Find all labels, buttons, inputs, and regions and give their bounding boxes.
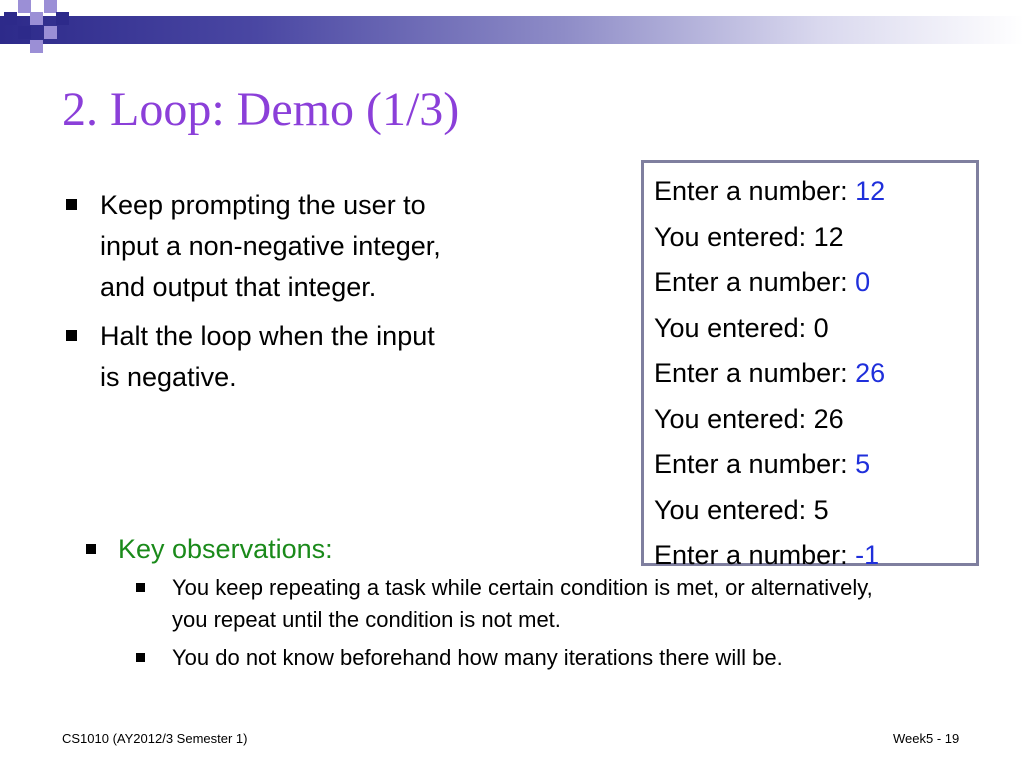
console-output: You entered: 0 xyxy=(654,312,829,343)
console-prompt: Enter a number: xyxy=(654,449,856,479)
observations-heading-text: Key observations: xyxy=(118,534,333,564)
observation-item xyxy=(80,572,900,636)
bullet-item xyxy=(62,316,442,398)
observation-text: You do not know beforehand how many iterations there will be. xyxy=(172,645,783,670)
console-output: You entered: 5 xyxy=(654,494,829,525)
main-bullets xyxy=(62,185,442,406)
console-line xyxy=(654,351,976,397)
bullet-text: Keep prompting the user to input a non-negative integer, and output that integer. xyxy=(100,190,441,302)
console-prompt: Enter a number: xyxy=(654,267,856,297)
console-output-box xyxy=(641,160,979,570)
observations-section xyxy=(80,532,900,674)
observation-item xyxy=(80,642,900,674)
console-line xyxy=(654,169,976,215)
console-line xyxy=(654,306,976,352)
console-input: 26 xyxy=(855,358,886,388)
console-line xyxy=(654,488,976,534)
header-gradient-bar xyxy=(0,16,1024,44)
bullet-item xyxy=(62,185,442,308)
footer-course: CS1010 (AY2012/3 Semester 1) xyxy=(62,731,248,746)
console-line xyxy=(654,260,976,306)
observations-heading xyxy=(80,532,900,566)
console-line xyxy=(654,397,976,443)
console-input: 0 xyxy=(855,267,871,297)
console-prompt: Enter a number: xyxy=(654,176,856,206)
observation-text: You keep repeating a task while certain condition is met, or alternatively, you repeat until the condition is not met. xyxy=(172,575,873,632)
slide-title: 2. Loop: Demo (1/3) xyxy=(62,83,460,136)
bullet-text: Halt the loop when the input is negative. xyxy=(100,321,435,392)
console-output: You entered: 26 xyxy=(654,403,844,434)
console-line xyxy=(654,215,976,261)
console-input: 5 xyxy=(855,449,871,479)
console-prompt: Enter a number: xyxy=(654,358,856,388)
checker-logo xyxy=(0,0,80,60)
console-prompt: Enter a number: xyxy=(654,540,856,570)
console-input: 12 xyxy=(855,176,886,206)
square-bullet-icon xyxy=(66,330,77,341)
square-bullet-icon xyxy=(136,653,145,662)
console-input: -1 xyxy=(855,540,880,570)
square-bullet-icon xyxy=(66,199,77,210)
square-bullet-icon xyxy=(86,544,96,554)
footer-page-number: Week5 - 19 xyxy=(893,731,960,746)
console-output: You entered: 12 xyxy=(654,221,844,252)
square-bullet-icon xyxy=(136,583,145,592)
console-line xyxy=(654,442,976,488)
